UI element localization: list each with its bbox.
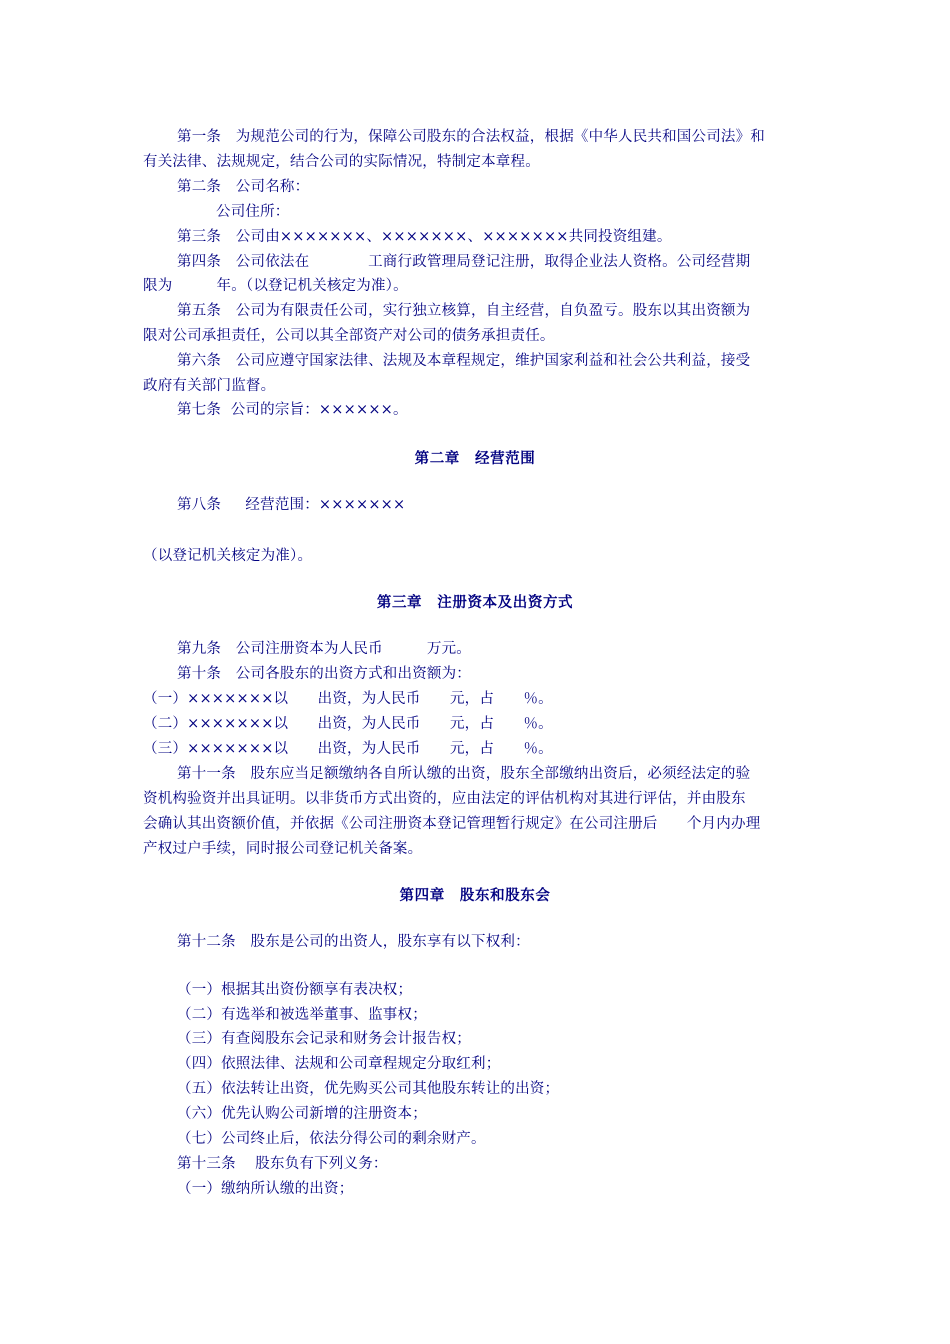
contribution-item-3: （三）×××××××以 出资，为人民币 元，占 ％。 (143, 741, 553, 757)
article-11-line-3: 会确认其出资额价值，并依据《公司注册资本登记管理暂行规定》在公司注册后 个月内办理 (143, 816, 761, 832)
right-item-2: （二）有选举和被选举董事、监事权； (177, 1007, 427, 1023)
article-12: 第十二条 股东是公司的出资人，股东享有以下权利： (177, 934, 530, 950)
article-4-line-2: 限为 年。（以登记机关核定为准）。 (143, 278, 408, 294)
article-2: 第二条 公司名称： (177, 179, 310, 195)
article-8-note: （以登记机关核定为准）。 (143, 548, 313, 564)
article-6-line-1: 第六条 公司应遵守国家法律、法规及本章程规定，维护国家利益和社会公共利益，接受 (177, 353, 751, 369)
obligation-item-1: （一）缴纳所认缴的出资； (177, 1181, 354, 1197)
right-item-1: （一）根据其出资份额享有表决权； (177, 982, 413, 998)
article-1-line-2: 有关法律、法规规定，结合公司的实际情况，特制定本章程。 (143, 154, 540, 170)
article-4-line-1: 第四条 公司依法在 工商行政管理局登记注册，取得企业法人资格。公司经营期 (177, 254, 751, 270)
contribution-item-2: （二）×××××××以 出资，为人民币 元，占 ％。 (143, 716, 553, 732)
article-5-line-1: 第五条 公司为有限责任公司，实行独立核算，自主经营，自负盈亏。股东以其出资额为 (177, 303, 751, 319)
company-address: 公司住所： (216, 204, 290, 220)
chapter-4-heading: 第四章 股东和股东会 (399, 887, 551, 904)
article-5-line-2: 限对公司承担责任，公司以其全部资产对公司的债务承担责任。 (143, 328, 555, 344)
right-item-5: （五）依法转让出资，优先购买公司其他股东转让的出资； (177, 1081, 560, 1097)
article-1-line-1: 第一条 为规范公司的行为，保障公司股东的合法权益，根据《中华人民共和国公司法》和 (177, 129, 765, 145)
article-9: 第九条 公司注册资本为人民币 万元。 (177, 641, 471, 657)
article-13: 第十三条 股东负有下列义务： (177, 1156, 388, 1172)
right-item-3: （三）有查阅股东会记录和财务会计报告权； (177, 1031, 471, 1047)
article-10: 第十条 公司各股东的出资方式和出资额为： (177, 666, 471, 682)
right-item-4: （四）依照法律、法规和公司章程规定分取红利； (177, 1056, 501, 1072)
right-item-7: （七）公司终止后，依法分得公司的剩余财产。 (177, 1131, 486, 1147)
article-3: 第三条 公司由×××××××、×××××××、×××××××共同投资组建。 (177, 229, 672, 245)
chapter-2-heading: 第二章 经营范围 (414, 450, 536, 467)
chapter-3-heading: 第三章 注册资本及出资方式 (376, 594, 574, 611)
article-7: 第七条 公司的宗旨：××××××。 (177, 402, 408, 418)
contribution-item-1: （一）×××××××以 出资，为人民币 元，占 ％。 (143, 691, 553, 707)
article-6-line-2: 政府有关部门监督。 (143, 378, 276, 394)
article-11-line-2: 资机构验资并出具证明。以非货币方式出资的，应由法定的评估机构对其进行评估，并由股东 (143, 791, 746, 807)
right-item-6: （六）优先认购公司新增的注册资本； (177, 1106, 427, 1122)
article-11-line-4: 产权过户手续，同时报公司登记机关备案。 (143, 841, 423, 857)
article-11-line-1: 第十一条 股东应当足额缴纳各自所认缴的出资，股东全部缴纳出资后，必须经法定的验 (177, 766, 751, 782)
article-8: 第八条 经营范围：××××××× (177, 497, 406, 513)
